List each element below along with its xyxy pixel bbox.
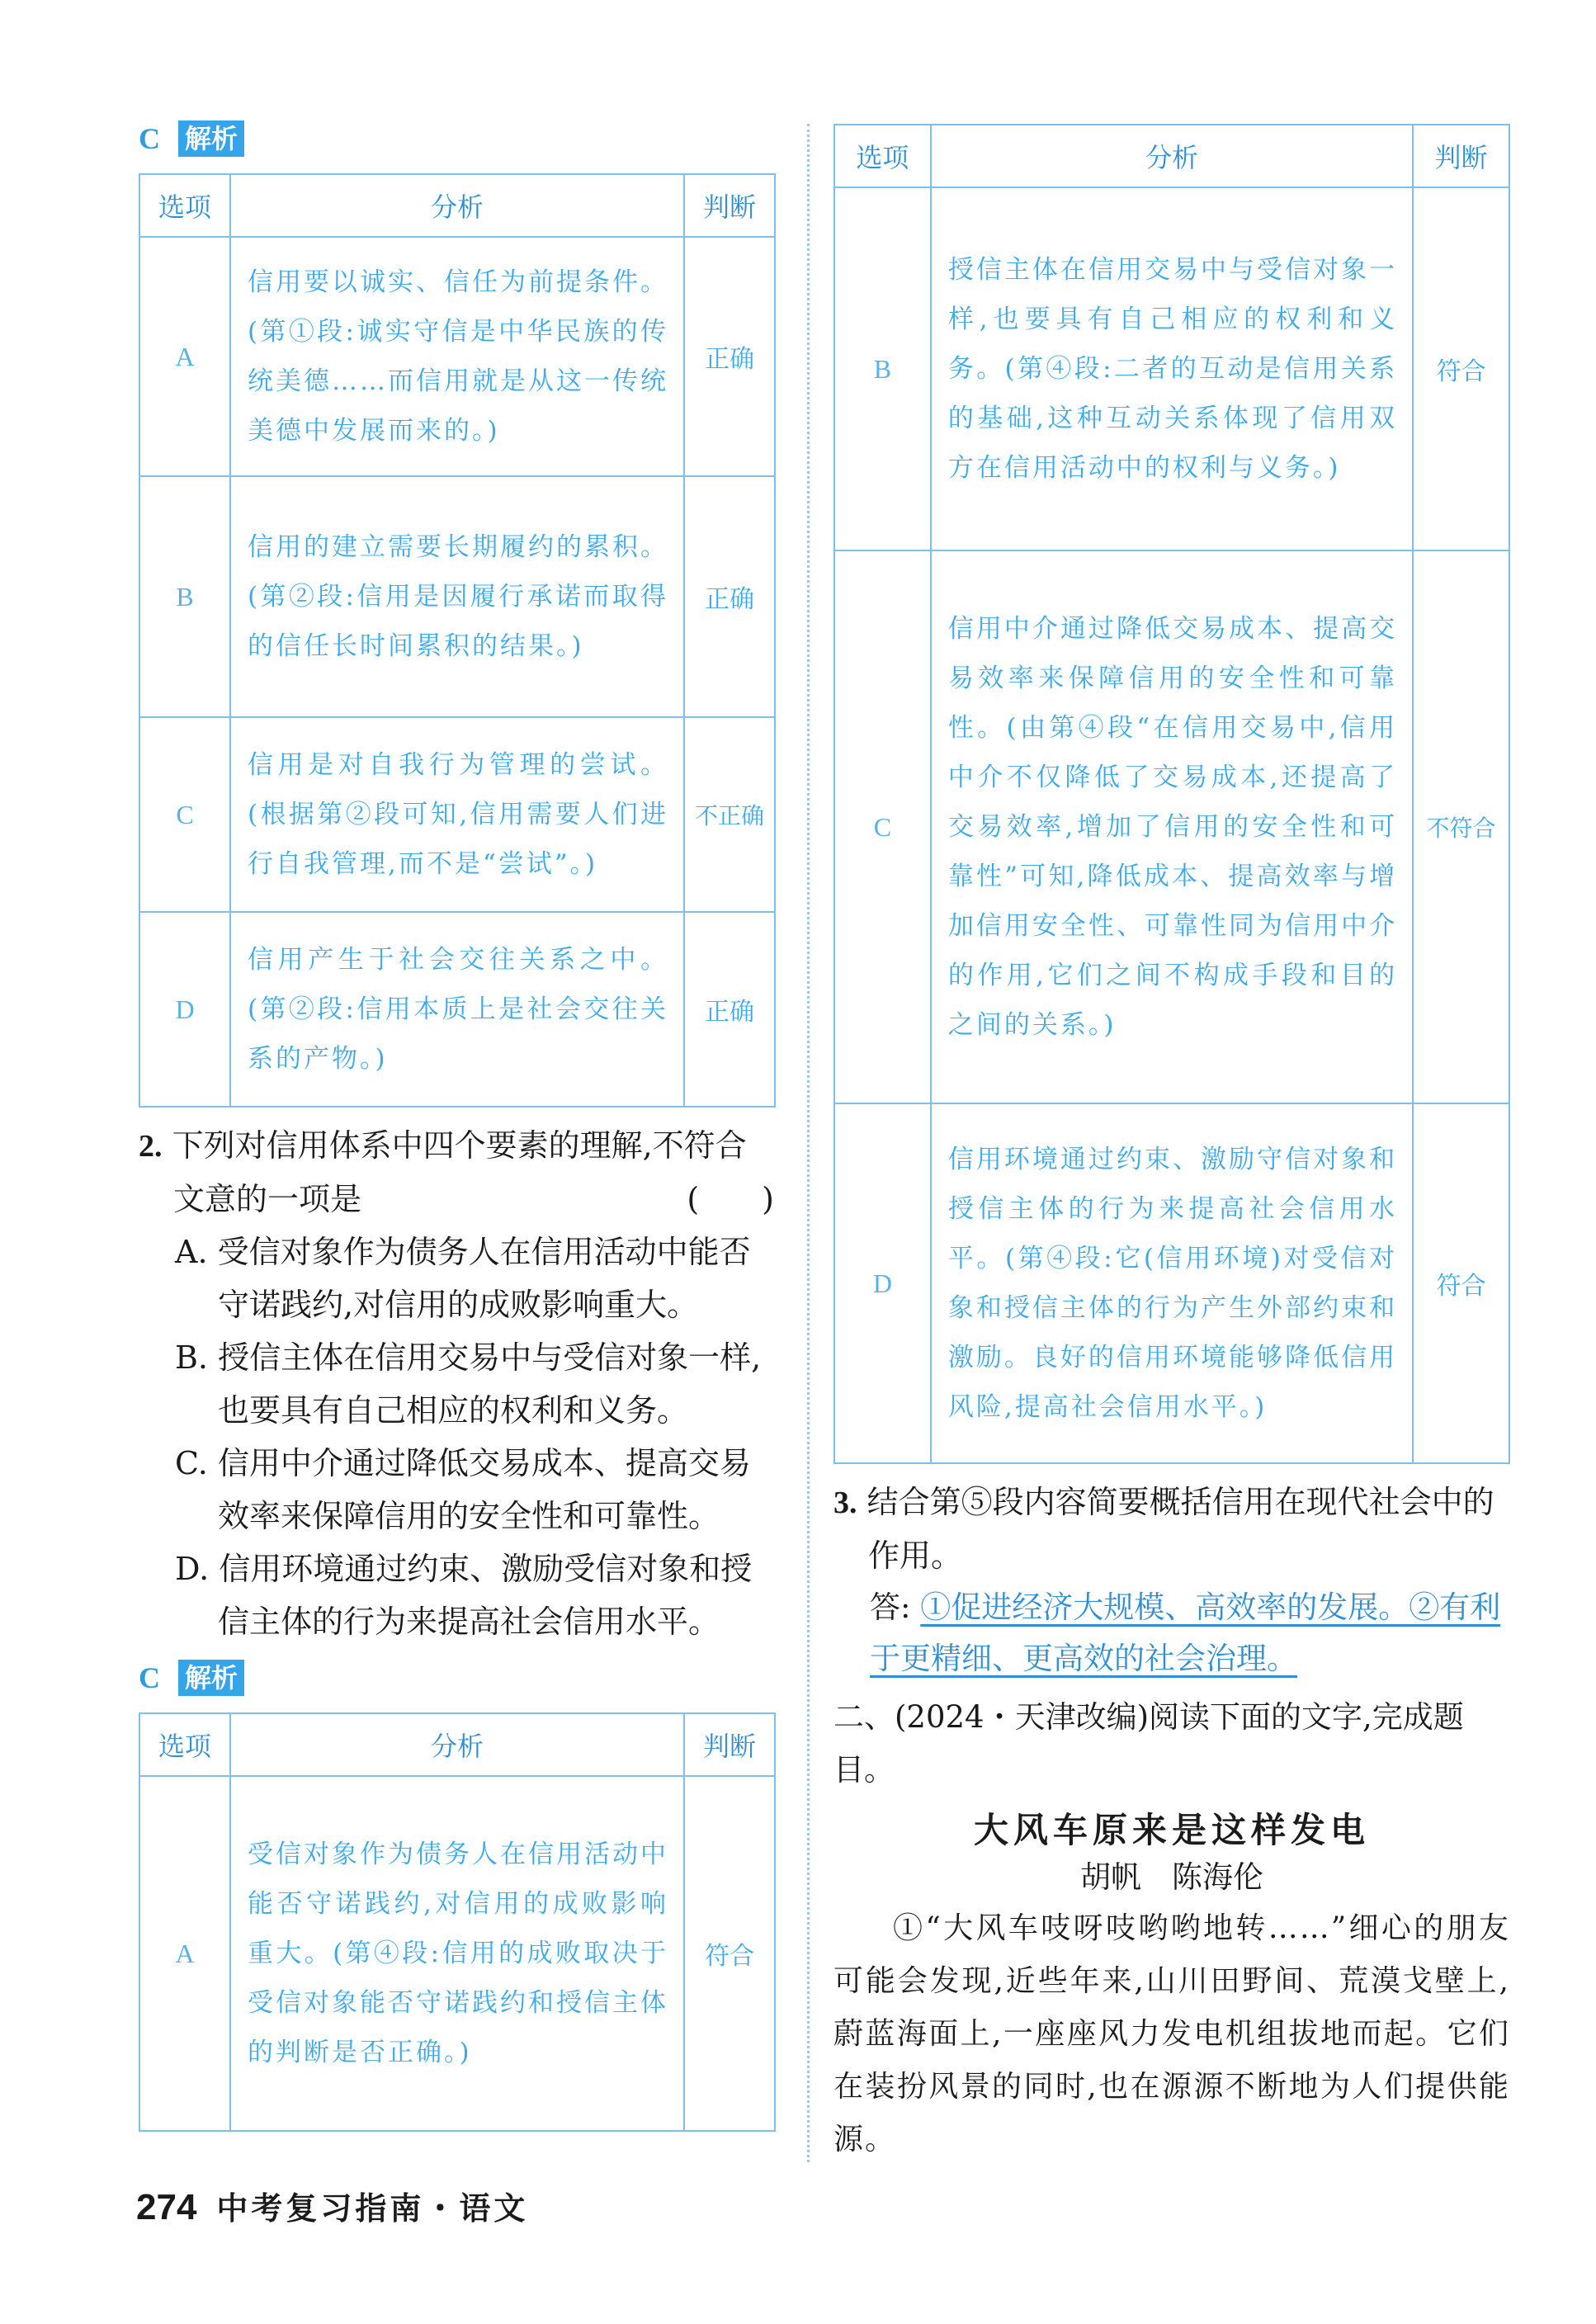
row-option: C (139, 717, 230, 912)
table-row (834, 550, 1509, 1103)
option-b: B. 授信主体在信用交易中与受信对象一样,也要具有自己相应的权利和义务。 (175, 1339, 762, 1429)
answer-1-header (139, 116, 774, 162)
analysis-badge: 解析 (178, 120, 244, 157)
table-row (834, 1103, 1509, 1463)
row-analysis: 授信主体在信用交易中与受信对象一样,也要具有自己相应的权利和义务。(第④段:二者的互动是信用关系的基础,这种互动关系体现了信用双方在信用活动中的权利与义务。) (931, 187, 1413, 550)
page-footer (136, 2183, 528, 2228)
row-option: A (139, 1776, 230, 2131)
table-header-row (139, 1713, 775, 1776)
header-option: 选项 (139, 174, 230, 237)
answer-bracket: ( ) (687, 1181, 774, 1217)
question-3-answer (833, 1582, 1510, 1684)
table-row (139, 476, 775, 717)
row-analysis: 信用是对自我行为管理的尝试。(根据第②段可知,信用需要人们进行自我管理,而不是“尝试”。) (230, 717, 684, 912)
page-number: 274 (136, 2187, 197, 2227)
row-analysis: 信用环境通过约束、激励守信对象和授信主体的行为来提高社会信用水平。(第④段:它(信用环境)对受信对象和授信主体的行为产生外部约束和激励。良好的信用环境能够降低信用风险,提高社会信用水平。) (931, 1103, 1413, 1463)
option-d: D. 信用环境通过约束、激励受信对象和授信主体的行为来提高社会信用水平。 (175, 1551, 753, 1640)
row-analysis: 信用产生于社会交往关系之中。(第②段:信用本质上是社会交往关系的产物。) (230, 912, 684, 1107)
header-analysis: 分析 (230, 1713, 684, 1776)
table-row (139, 912, 775, 1107)
left-column (139, 116, 774, 2132)
right-column (833, 124, 1510, 2166)
header-judgment: 判断 (684, 174, 775, 237)
analysis-table-2 (139, 1712, 776, 2132)
table-header-row (139, 174, 775, 237)
row-option: A (139, 237, 230, 476)
analysis-badge: 解析 (178, 1660, 244, 1696)
row-analysis: 受信对象作为债务人在信用活动中能否守诺践约,对信用的成败影响重大。(第④段:信用的成败取决于受信对象能否守诺践约和授信主体的判断是否正确。) (230, 1776, 684, 2131)
header-analysis: 分析 (230, 174, 684, 237)
row-option: D (834, 1103, 931, 1463)
answer-2-header (139, 1655, 774, 1701)
table-header-row (834, 125, 1509, 187)
question-2 (139, 1119, 774, 1648)
question-2-stem (139, 1119, 774, 1226)
table-row (139, 1776, 775, 2131)
answer-text: ①促进经济大规模、高效率的发展。②有利于更精细、更高效的社会治理。 (870, 1589, 1501, 1676)
article-paragraph-1: ①“大风车吱呀吱哟哟地转……”细心的朋友可能会发现,近些年来,山川田野间、荒漠戈壁上,蔚蓝海面上,一座座风力发电机组拔地而起。它们在装扮风景的同时,也在源源不断地为人们提供能源。 (833, 1911, 1510, 2156)
table-row (139, 237, 775, 476)
header-judgment: 判断 (684, 1713, 775, 1776)
row-judgment: 符合 (684, 1776, 775, 2131)
analysis-table-3 (833, 124, 1510, 1464)
question-text: 下列对信用体系中四个要素的理解,不符合文意的一项是 (172, 1127, 747, 1217)
row-judgment: 符合 (1413, 187, 1509, 550)
article-title: 大风车原来是这样发电 (973, 1810, 1370, 1850)
book-title: 中考复习指南・语文 (216, 2189, 529, 2227)
table-row (834, 187, 1509, 550)
row-option: D (139, 912, 230, 1107)
answer-label: 答: (870, 1589, 911, 1625)
header-option: 选项 (139, 1713, 230, 1776)
answer-letter: C (139, 1661, 160, 1694)
row-analysis: 信用的建立需要长期履约的累积。(第②段:信用是因履行承诺而取得的信任长时间累积的结果。) (230, 476, 684, 717)
option-a: A. 受信对象作为债务人在信用活动中能否守诺践约,对信用的成败影响重大。 (175, 1234, 751, 1323)
row-judgment: 正确 (684, 476, 775, 717)
article-authors: 胡帆 陈海伦 (1080, 1859, 1263, 1895)
row-option: C (834, 550, 931, 1103)
row-analysis: 信用中介通过降低交易成本、提高交易效率来保障信用的安全性和可靠性。(由第④段“在信用交易中,信用中介不仅降低了交易成本,还提高了交易效率,增加了信用的安全性和可靠性”可知,降低成本、提高效率与增加信用安全性、可靠性同为信用中介的作用,它们之间不构成手段和目的之间的关系。) (931, 550, 1413, 1103)
analysis-table-1 (139, 173, 776, 1108)
row-analysis: 信用要以诚实、信任为前提条件。(第①段:诚实守信是中华民族的传统美德……而信用就是从这一传统美德中发展而来的。) (230, 237, 684, 476)
question-3 (833, 1476, 1510, 1582)
question-number: 3. (833, 1486, 857, 1520)
row-judgment: 不符合 (1413, 550, 1509, 1103)
question-number: 2. (139, 1129, 163, 1164)
question-3-stem (833, 1476, 1510, 1582)
question-text: 结合第⑤段内容简要概括信用在现代社会中的作用。 (866, 1484, 1494, 1574)
row-option: B (139, 476, 230, 717)
row-judgment: 不正确 (684, 717, 775, 912)
header-judgment: 判断 (1413, 125, 1509, 187)
header-analysis: 分析 (931, 125, 1413, 187)
row-judgment: 符合 (1413, 1103, 1509, 1463)
table-row (139, 717, 775, 912)
row-option: B (834, 187, 931, 550)
column-divider (807, 124, 810, 2162)
option-c: C. 信用中介通过降低交易成本、提高交易效率来保障信用的安全性和可靠性。 (175, 1445, 751, 1534)
row-judgment: 正确 (684, 237, 775, 476)
row-judgment: 正确 (684, 912, 775, 1107)
answer-letter: C (139, 122, 160, 155)
section-2-heading: 二、(2024・天津改编)阅读下面的文字,完成题目。 (833, 1699, 1464, 1788)
header-option: 选项 (834, 125, 931, 187)
